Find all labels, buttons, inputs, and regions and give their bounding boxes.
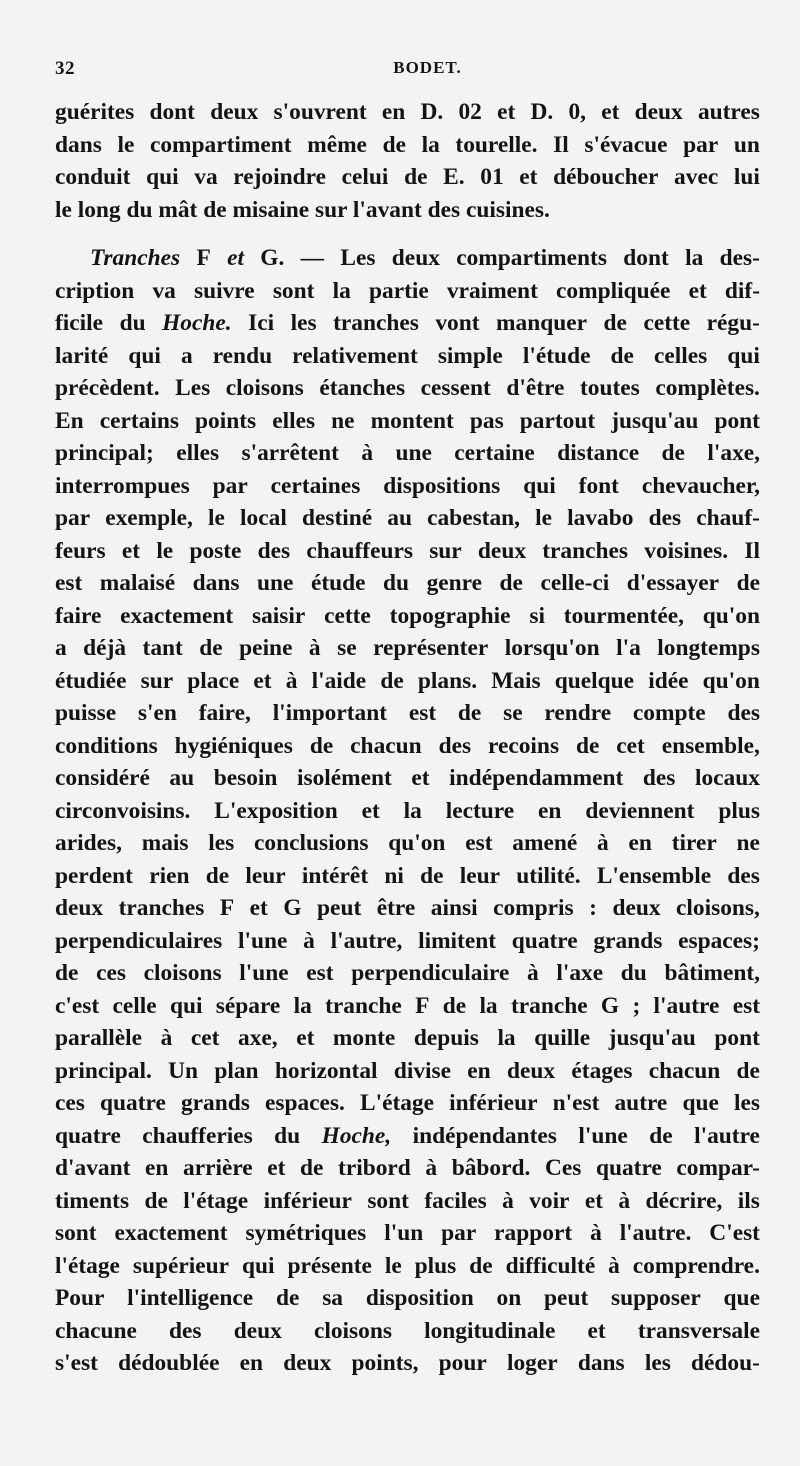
text-line: puisse s'en faire, l'important est de se rendre compte des bbox=[55, 700, 760, 726]
text-line: deux tranches F et G peut être ainsi compris : deux cloisons, bbox=[55, 895, 760, 921]
running-head: BODET. bbox=[393, 58, 462, 77]
text-line: considéré au besoin isolément et indépendamment des locaux bbox=[55, 765, 760, 791]
paragraph bbox=[55, 242, 760, 1380]
text-line: Pour l'intelligence de sa disposition on peut supposer que bbox=[55, 1285, 760, 1311]
text-line: par exemple, le local destiné au cabestan, le lavabo des chauf- bbox=[55, 505, 760, 531]
text-line: principal. Un plan horizontal divise en deux étages chacun de bbox=[55, 1057, 760, 1084]
text-line: le long du mât de misaine sur l'avant des cuisines. bbox=[55, 196, 550, 223]
text-line: de ces cloisons l'une est perpendiculaire à l'axe du bâtiment, bbox=[55, 960, 760, 986]
text-line: a déjà tant de peine à se représenter lorsqu'on l'a longtemps bbox=[55, 635, 760, 661]
paragraph-gap bbox=[55, 226, 760, 242]
page-header bbox=[55, 58, 760, 88]
text-line: cription va suivre sont la partie vraiment compliquée et dif- bbox=[55, 277, 760, 304]
text-line: sont exactement symétriques l'un par rapport à l'autre. C'est bbox=[55, 1220, 760, 1246]
text-line: parallèle à cet axe, et monte depuis la quille jusqu'au pont bbox=[55, 1025, 760, 1051]
text-line: s'est dédoublée en deux points, pour loger dans les dédou- bbox=[55, 1350, 760, 1376]
text-line: ficile du Hoche. Ici les tranches vont manquer de cette régu- bbox=[55, 310, 760, 336]
text-line: est malaisé dans une étude du genre de celle-ci d'essayer de bbox=[55, 570, 760, 596]
text-line: feurs et le poste des chauffeurs sur deux tranches voisines. Il bbox=[55, 537, 760, 564]
text-line: conduit qui va rejoindre celui de E. 01 et déboucher avec lui bbox=[55, 164, 760, 190]
text-line: l'étage supérieur qui présente le plus de difficulté à comprendre. bbox=[55, 1252, 760, 1279]
text-line: guérites dont deux s'ouvrent en D. 02 et D. 0, et deux autres bbox=[55, 99, 760, 125]
text-line: ces quatre grands espaces. L'étage inférieur n'est autre que les bbox=[55, 1090, 760, 1116]
text-line: étudiée sur place et à l'aide de plans. Mais quelque idée qu'on bbox=[55, 667, 760, 694]
text-line: précèdent. Les cloisons étanches cessent d'être toutes complètes. bbox=[55, 375, 760, 401]
text-line: perpendiculaires l'une à l'autre, limitent quatre grands espaces; bbox=[55, 927, 760, 954]
text-line: circonvoisins. L'exposition et la lecture en deviennent plus bbox=[55, 797, 760, 824]
text-line: conditions hygiéniques de chacun des recoins de cet ensemble, bbox=[55, 732, 760, 759]
text-line: Tranches F et G. — Les deux compartiments dont la des- bbox=[90, 245, 760, 271]
text-line: larité qui a rendu relativement simple l'étude de celles qui bbox=[55, 342, 760, 369]
text-line: c'est celle qui sépare la tranche F de la tranche G ; l'autre est bbox=[55, 992, 760, 1019]
paragraph bbox=[55, 96, 760, 226]
text-line: quatre chaufferies du Hoche, indépendantes l'une de l'autre bbox=[55, 1122, 760, 1149]
text-line: d'avant en arrière et de tribord à bâbord. Ces quatre compar- bbox=[55, 1155, 760, 1181]
text-line: timents de l'étage inférieur sont faciles à voir et à décrire, ils bbox=[55, 1187, 760, 1214]
text-line: chacune des deux cloisons longitudinale et transversale bbox=[55, 1317, 760, 1344]
page-number: 32 bbox=[55, 58, 75, 79]
text-line: principal; elles s'arrêtent à une certaine distance de l'axe, bbox=[55, 440, 760, 466]
text-line: En certains points elles ne montent pas partout jusqu'au pont bbox=[55, 407, 760, 434]
body-text bbox=[55, 96, 760, 1380]
text-line: arides, mais les conclusions qu'on est amené à en tirer ne bbox=[55, 830, 760, 856]
text-line: dans le compartiment même de la tourelle. Il s'évacue par un bbox=[55, 131, 760, 158]
text-line: perdent rien de leur intérêt ni de leur utilité. L'ensemble des bbox=[55, 862, 760, 889]
text-line: interrompues par certaines dispositions qui font chevaucher, bbox=[55, 472, 760, 499]
text-line: faire exactement saisir cette topographie si tourmentée, qu'on bbox=[55, 602, 760, 629]
